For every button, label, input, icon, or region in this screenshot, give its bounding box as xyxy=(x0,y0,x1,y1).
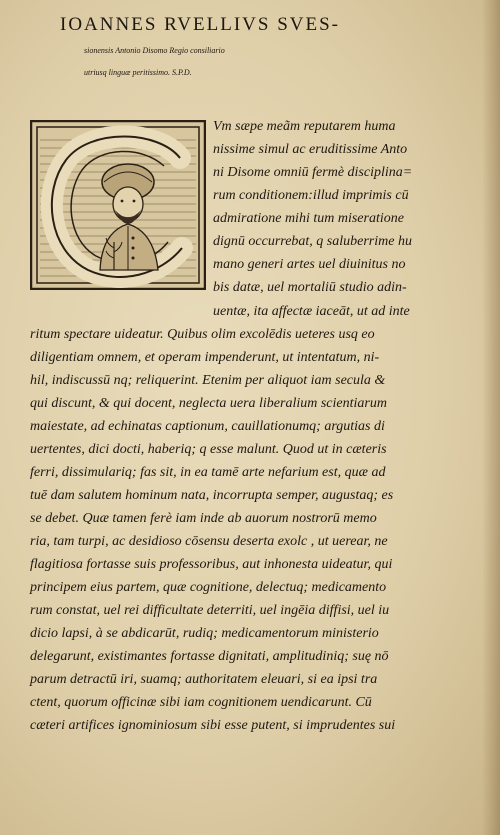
text-line: parum detractū iri, suamq; authoritatem eleuari, si ea ipsi tra xyxy=(30,672,378,687)
text-line: ferri, dissimulariq; fas sit, in ea tamē arte nefarium est, quæ ad xyxy=(30,465,386,480)
dedication-heading: IOANNES RVELLIVS SVES- xyxy=(60,14,340,35)
page-edge-shadow xyxy=(482,0,500,835)
text-line: dignū occurrebat, q saluberrime hu xyxy=(213,234,412,249)
text-line: maiestate, ad echinatas captionum, cauillationumq; argutias di xyxy=(30,419,385,434)
text-line: rum constat, uel rei difficultate deterriti, uel ingēia diffisi, uel iu xyxy=(30,603,390,618)
dedication-subheading-2: utriusq linguæ peritissimo. S.P.D. xyxy=(84,68,192,77)
text-line: diligentiam omnem, et operam impenderunt, ut intentatum, ni- xyxy=(30,350,380,365)
text-line: se debet. Quæ tamen ferè iam inde ab auorum nostrorū memo xyxy=(30,511,377,526)
text-line: qui discunt, & qui docent, neglecta uera liberalium scientiarum xyxy=(30,396,387,411)
text-line: uentæ, ita affectæ iaceāt, ut ad inte xyxy=(213,304,410,319)
text-line: principem eius partem, quæ cognitione, delectuq; medicamento xyxy=(30,580,387,595)
portrait-initial-c-icon xyxy=(30,120,206,290)
text-line: ni Disome omniū fermè disciplina= xyxy=(213,165,413,180)
text-line: tuē dam salutem hominum nata, incorrupta semper, augustaq; es xyxy=(30,488,394,503)
text-line: ria, tam turpi, ac desidioso cōsensu deserta exolc , ut uerear, ne xyxy=(30,534,388,549)
text-line: delegarunt, existimantes fortasse dignitati, amplitudiniq; suę nō xyxy=(30,649,389,664)
text-line: rum conditionem:illud imprimis cū xyxy=(213,188,409,203)
text-line: mano generi artes uel diuinitus no xyxy=(213,257,406,272)
text-line: ritum spectare uideatur. Quibus olim excolēdis ueteres usq eo xyxy=(30,327,375,342)
text-line: nissime simul ac eruditissime Anto xyxy=(213,142,408,157)
decorated-initial-woodcut xyxy=(30,120,206,290)
text-line: hil, indiscussū nq; reliquerint. Etenim per aliquot iam secula & xyxy=(30,373,386,388)
show-through-ink xyxy=(420,95,500,125)
text-line: dicio lapsi, à se abdicarūt, rudiq; medicamentorum ministerio xyxy=(30,626,379,641)
text-line: uertentes, dici docti, haberiq; q esse malunt. Quod ut in cæteris xyxy=(30,442,387,457)
text-line: cæteri artifices ignominiosum sibi esse putent, si imprudentes sui xyxy=(30,718,396,733)
text-line: bis datæ, uel mortaliū studio adin- xyxy=(213,280,407,295)
text-line: Vm sæpe meãm reputarem huma xyxy=(213,119,396,134)
dedication-subheading-1: sionensis Antonio Disomo Regio consiliario xyxy=(84,46,225,55)
text-line: admiratione mihi tum miseratione xyxy=(213,211,404,226)
text-line: flagitiosa fortasse suis professoribus, aut inhonesta uideatur, qui xyxy=(30,557,393,572)
text-line: ctent, quorum officinæ sibi iam cognitionem uendicarunt. Cū xyxy=(30,695,372,710)
